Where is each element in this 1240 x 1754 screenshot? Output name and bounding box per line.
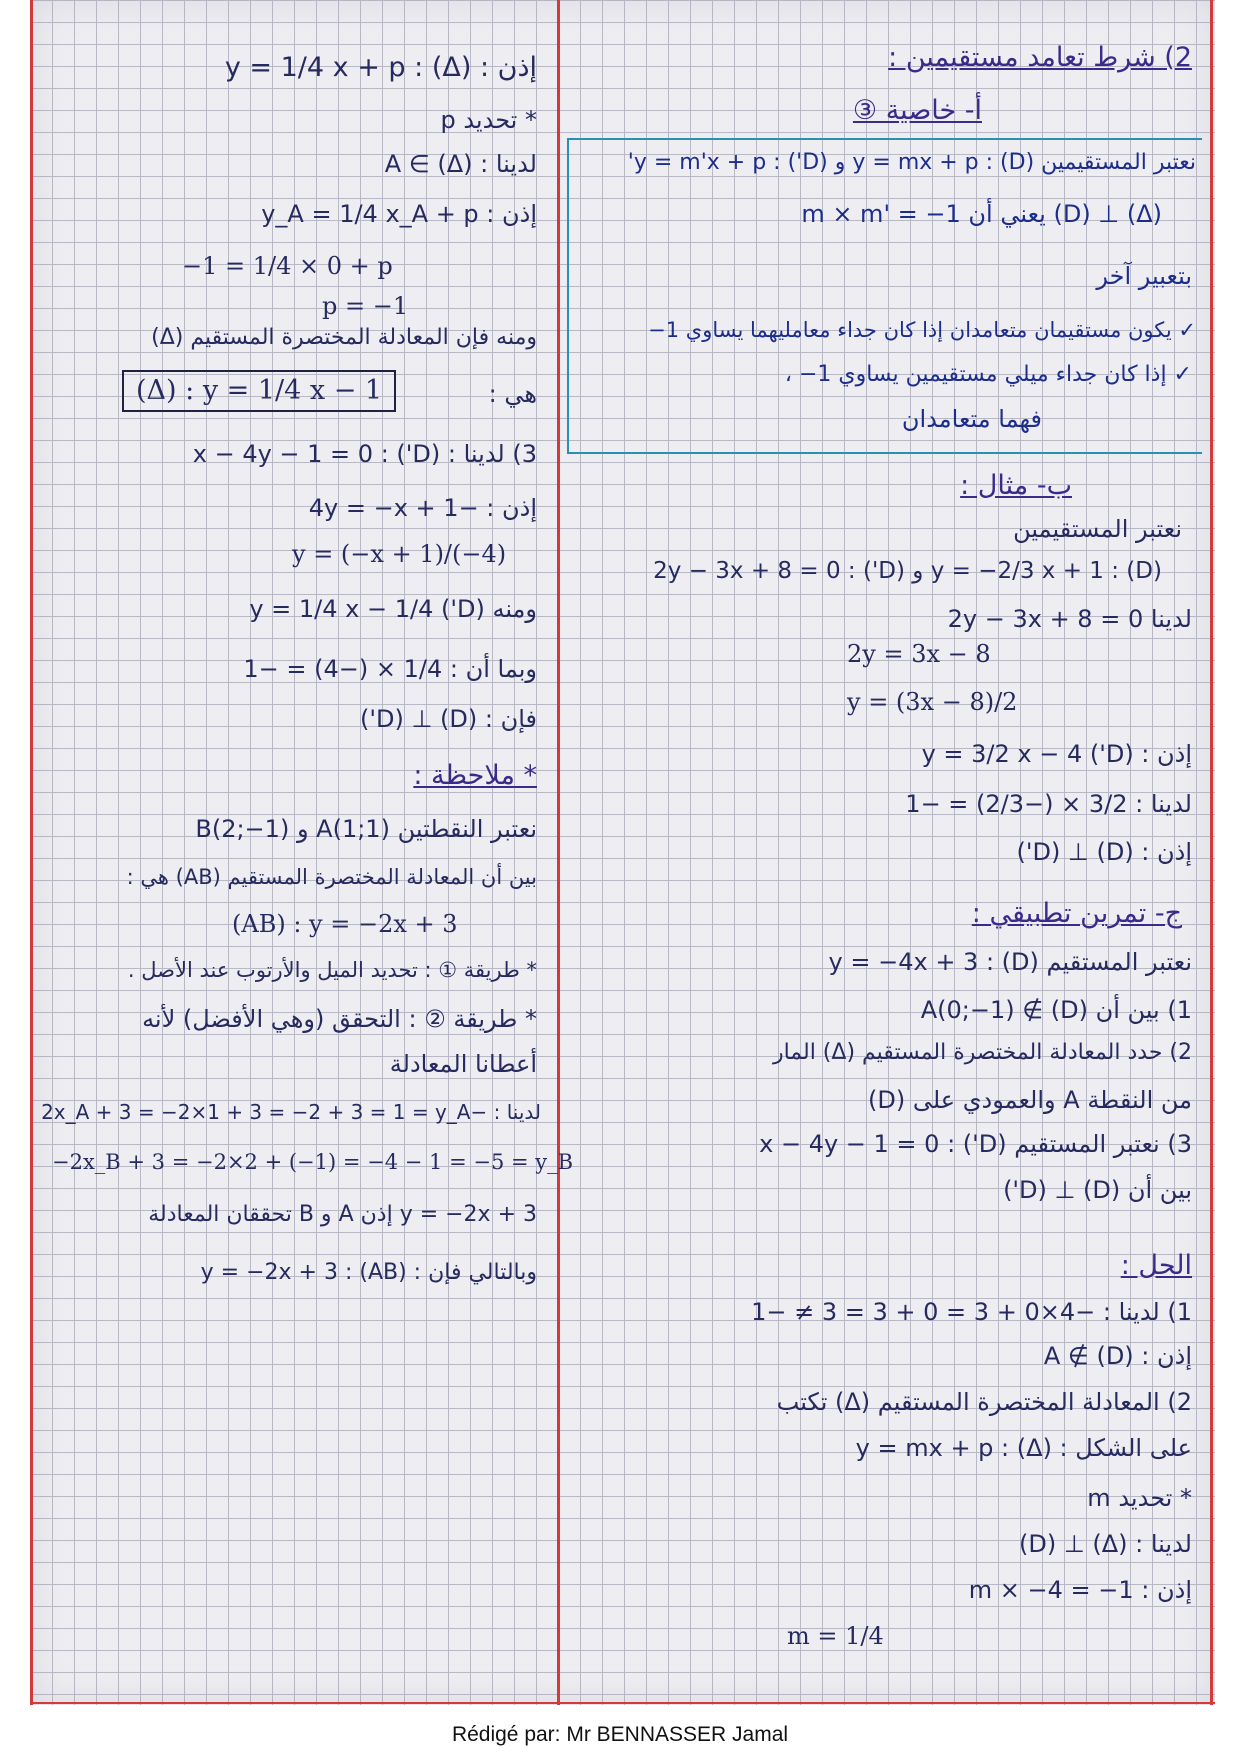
solution-line: لدينا : (Δ) ⊥ (D) <box>1018 1530 1192 1558</box>
note-line: لدينا : −2x_A + 3 = −2×1 + 3 = −2 + 3 = 1 = y_A <box>41 1100 541 1124</box>
note-line: أعطانا المعادلة <box>389 1050 537 1078</box>
section-heading: 2) شرط تعامد مستقيمين : <box>888 42 1192 73</box>
exercise-line: 3) نعتبر المستقيم (D') : x − 4y − 1 = 0 <box>759 1130 1192 1158</box>
note-line: −2x_B + 3 = −2×2 + (−1) = −4 − 1 = −5 = y_B <box>52 1150 574 1174</box>
left-line: ومنه (D') y = 1/4 x − 1/4 <box>249 595 537 623</box>
solution-heading: الحل : <box>1120 1250 1192 1281</box>
property-line: فهما متعامدان <box>901 405 1042 433</box>
example-line: (D) : y = −2/3 x + 1 و (D') : 2y − 3x + 8 = 0 <box>653 558 1162 584</box>
left-line: y = (−x + 1)/(−4) <box>292 540 507 568</box>
notebook-page <box>30 0 1215 1705</box>
solution-line: m = 1/4 <box>787 1622 884 1650</box>
note-line: * طريقة ② : التحقق (وهي الأفضل) لأنه <box>142 1005 537 1033</box>
example-line: إذن : (D') y = 3/2 x − 4 <box>921 740 1192 768</box>
exercise-heading: ج- تمرين تطبيقي : <box>971 898 1182 929</box>
note-line: * طريقة ① : تحديد الميل والأرتوب عند الأصل . <box>127 958 537 982</box>
example-line: لدينا : 3/2 × (−2/3) = −1 <box>905 790 1192 818</box>
property-line: ✓ يكون مستقيمان متعامدان إذا كان جداء معامليهما يساوي 1− <box>648 318 1196 342</box>
example-heading: ب- مثال : <box>960 470 1072 501</box>
solution-line: إذن : m × −4 = −1 <box>968 1576 1192 1604</box>
exercise-line: بين أن (D) ⊥ (D') <box>1003 1176 1192 1204</box>
example-line: y = (3x − 8)/2 <box>847 688 1018 716</box>
left-line: وبما أن : 1/4 × (−4) = −1 <box>243 655 537 683</box>
left-line: لدينا : A ∈ (Δ) <box>384 150 537 178</box>
left-margin-line <box>30 0 33 1705</box>
property-heading: أ- خاصية ③ <box>852 95 982 126</box>
exercise-line: 2) حدد المعادلة المختصرة المستقيم (Δ) المار <box>772 1040 1192 1065</box>
right-margin-line <box>1210 0 1213 1705</box>
left-column <box>41 0 574 1705</box>
solution-line: 1) لدينا : −4×0 + 3 = 0 + 3 = 3 ≠ −1 <box>751 1298 1192 1326</box>
left-line: إذن : y_A = 1/4 x_A + p <box>261 200 537 228</box>
author-footer: Rédigé par: Mr BENNASSER Jamal <box>451 1723 789 1746</box>
exercise-line: 1) بين أن A(0;−1) ∉ (D) <box>920 996 1192 1024</box>
solution-line: * تحديد m <box>1087 1484 1192 1512</box>
example-line: لدينا 2y − 3x + 8 = 0 <box>947 605 1192 633</box>
example-line: إذن : (D) ⊥ (D') <box>1016 838 1192 866</box>
center-divider-line <box>557 0 560 1705</box>
note-line: بين أن المعادلة المختصرة المستقيم (AB) هي : <box>126 865 537 889</box>
left-line: * تحديد p <box>440 106 537 134</box>
note-line: نعتبر النقطتين A(1;1) و B(2;−1) <box>195 815 537 843</box>
left-line: هي : <box>488 380 537 408</box>
left-line: ومنه فإن المعادلة المختصرة المستقيم (Δ) <box>151 325 537 350</box>
exercise-line: من النقطة A والعمودي على (D) <box>867 1086 1192 1114</box>
exercise-line: نعتبر المستقيم (D) : y = −4x + 3 <box>828 948 1192 976</box>
solution-line: على الشكل : (Δ) : y = mx + p <box>855 1434 1192 1462</box>
example-line: 2y = 3x − 8 <box>847 640 991 668</box>
left-line: إذن : (Δ) : y = 1/4 x + p <box>224 52 537 83</box>
note-line: (AB) : y = −2x + 3 <box>232 910 458 938</box>
property-line: (Δ) ⊥ (D) يعني أن m × m' = −1 <box>801 200 1162 228</box>
property-line: نعتبر المستقيمين (D) : y = mx + p و (D') : y = m'x + p' <box>627 150 1196 175</box>
solution-line: 2) المعادلة المختصرة المستقيم (Δ) تكتب <box>776 1388 1192 1416</box>
property-box <box>567 138 1202 454</box>
property-line: ✓ إذا كان جداء ميلي مستقيمين يساوي 1− ، <box>784 362 1192 387</box>
left-line: إذن : −4y = −x + 1 <box>308 494 537 522</box>
solution-line: إذن : A ∉ (D) <box>1043 1342 1192 1370</box>
left-line: فإن : (D) ⊥ (D') <box>360 705 537 733</box>
left-line: 3) لدينا : (D') : x − 4y − 1 = 0 <box>192 440 537 468</box>
example-line: نعتبر المستقيمين <box>1013 515 1182 543</box>
note-line: وبالتالي فإن : (AB) : y = −2x + 3 <box>200 1260 537 1285</box>
note-line: y = −2x + 3 إذن A و B تحققان المعادلة <box>148 1202 537 1227</box>
left-line: −1 = 1/4 × 0 + p <box>182 252 393 280</box>
right-column <box>567 0 1202 1705</box>
note-heading: * ملاحظة : <box>413 760 537 791</box>
left-line: p = −1 <box>322 292 409 320</box>
boxed-equation: (Δ) : y = 1/4 x − 1 <box>122 370 396 412</box>
property-line: بتعبير آخر <box>1096 262 1192 290</box>
